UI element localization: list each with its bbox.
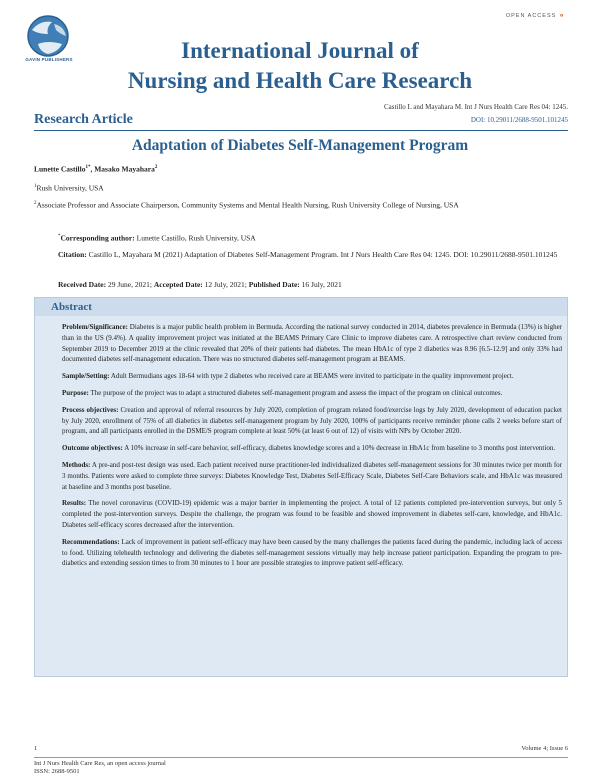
affiliation-1	[34, 181, 570, 194]
journal-title-line1: International Journal of	[181, 38, 419, 63]
abstract-box	[34, 297, 568, 677]
page-number: 1	[34, 745, 38, 752]
abstract-text: A 10% increase in self-care behavior, self-efficacy, diabetes knowledge scores and a 10% decrease in HbA1c from baseline to 3 months post intervention.	[124, 444, 556, 453]
publisher-logo-text: GAVIN PUBLISHERS	[25, 57, 73, 62]
open-access-lock-icon: ⚬	[558, 11, 566, 20]
citation-label: Citation:	[58, 250, 87, 259]
abstract-label: Purpose:	[62, 388, 89, 397]
abstract-text: The purpose of the project was to adapt a structured diabetes self-management program and assess the impact of the program on clinical outcomes.	[90, 388, 503, 397]
author-2-sup: 2	[154, 165, 158, 170]
header-divider	[34, 130, 568, 131]
journal-title	[0, 36, 600, 96]
abstract-label: Results:	[62, 499, 87, 508]
corresponding-value: Lunette Castillo, Rush University, USA	[136, 233, 256, 243]
corresponding-sup: *	[58, 234, 61, 239]
accepted-label: Accepted Date:	[153, 280, 203, 289]
abstract-section-results	[62, 498, 562, 530]
received-value: 29 June, 2021;	[107, 280, 152, 289]
abstract-label: Process objectives:	[62, 405, 119, 414]
abstract-label: Sample/Setting:	[62, 372, 110, 381]
abstract-text: Lack of improvement in patient self-efficacy may have been caused by the many challenges the patients faced during the pandemic, including lack of access to food. Utilizing telehealth technology and delivering the diabetes self-management sessions virtually may help increase patient participation. Expanding the program to pre-diabetics and extending session times to from 30 minutes to 1 hour are possible strategies to improve patient self-efficacy.	[62, 537, 563, 568]
abstract-section-problem	[62, 322, 562, 365]
abstract-section-purpose	[62, 388, 562, 399]
abstract-section-methods	[62, 460, 562, 492]
received-label: Received Date:	[58, 280, 107, 289]
abstract-text: Diabetes is a major public health problem in Bermuda. According the national survey conducted in 2014, diabetes prevalence in Bermuda (13%) is higher than in the US (9.4%). A quality improvement project was initiated at the BEAMS Primary Care Clinic to improve diabetes care. A retrospective chart review conducted from September 2019 to December 2019 at the clinic revealed that 20% of their patients had diabetes. The mean HbA1c of type 2 diabetics was 8.96 [6.5-12.9] and only 33% had documented diabetes self-management education. There was no structured diabetes self-management program at BEAMS.	[62, 323, 563, 364]
published-value: 16 July, 2021	[301, 280, 342, 289]
abstract-text: The novel coronavirus (COVID-19) epidemic was a major barrier in implementing the project. A total of 12 patients completed pre-intervention surveys, but only 5 completed the post-intervention surveys. Despite the challenge, the program was found to be feasible and showed improvement in diabetes self-care, knowledge, and HbA1c. Diabetes self-efficacy scores decreased after the intervention.	[62, 499, 562, 529]
author-2: , Masako Mayahara	[90, 164, 155, 174]
abstract-text: Adult Bermudians ages 18-64 with type 2 diabetes who received care at BEAMS were invited to participate in the quality improvement project.	[110, 372, 514, 381]
abstract-text: A pre-and post-test design was used. Each patient received nurse practitioner-led individualized diabetes self-management sessions for 30 minutes twice per month for 3 months. Patients were asked to complete three surveys: Diabetes Knowledge Test, Diabetes Self-Efficacy Scale, Diabetes Self-Care Behaviors scale, and HbA1c was measured at baseline and 3 months post baseline.	[62, 460, 562, 491]
footer-journal: Int J Nurs Health Care Res, an open access journal	[34, 760, 166, 767]
affiliation-1-sup: 1	[34, 184, 37, 189]
abstract-label: Outcome objectives:	[62, 444, 123, 453]
header-citation: Castillo L and Mayahara M. Int J Nurs Health Care Res 04: 1245.	[383, 103, 568, 111]
affiliation-2	[34, 198, 566, 211]
article-title: Adaptation of Diabetes Self-Management Program	[131, 137, 469, 154]
journal-title-line2: Nursing and Health Care Research	[127, 68, 473, 93]
footer-divider	[34, 757, 568, 758]
volume-issue: Volume 4; Issue 6	[521, 745, 568, 752]
citation-value: Castillo L, Mayahara M (2021) Adaptation of Diabetes Self-Management Program. Int J Nurs Health Care Res 04: 1245. DOI: 10.29011/2688-9501.101245	[88, 250, 558, 259]
abstract-label: Problem/Significance:	[62, 323, 128, 331]
article-type: Research Article	[34, 112, 133, 127]
abstract-label: Methods:	[62, 460, 91, 469]
footer-issn: ISSN: 2688-9501	[34, 768, 80, 775]
abstract-section-sample	[62, 371, 562, 382]
affiliation-2-sup: 2	[34, 201, 37, 206]
author-line	[34, 162, 570, 175]
affiliation-1-text: Rush University, USA	[36, 183, 104, 193]
corresponding-label: Corresponding author:	[60, 233, 135, 243]
dates-line	[58, 279, 570, 291]
affiliation-2-text: Associate Professor and Associate Chairperson, Community Systems and Mental Health Nursing, Rush University College of Nursing, USA	[36, 200, 459, 210]
author-1: Lunette Castillo	[34, 164, 86, 174]
abstract-label: Recommendations:	[62, 537, 120, 546]
header-doi-link[interactable]: DOI: 10.29011/2688-9501.101245	[470, 116, 568, 124]
abstract-section-recommendations	[62, 537, 562, 569]
abstract-text: Creation and approval of referral resources by July 2020, completion of program related food/exercise logs by July 2020, development of education packet by July 2020, enrollment of 75% of all diabetics in diabetes self-management program by July 2020, 100% of participants receive reminder phone calls 2 weeks before start of program, and all participants enrolled in the DSME/S program complete at least 50% (at least 6 out of 12) of visits with NPs by October 2020.	[62, 405, 563, 436]
abstract-body	[62, 322, 562, 575]
open-access-text: OPEN ACCESS	[505, 12, 557, 19]
published-label: Published Date:	[248, 280, 300, 289]
accepted-value: 12 July, 2021;	[204, 280, 247, 289]
abstract-heading: Abstract	[35, 298, 567, 316]
corresponding-author	[58, 231, 594, 244]
author-1-sup: 1*	[85, 165, 91, 170]
abstract-section-process	[62, 405, 562, 437]
citation	[58, 249, 570, 261]
abstract-section-outcome	[62, 443, 562, 454]
open-access-badge	[506, 11, 566, 20]
